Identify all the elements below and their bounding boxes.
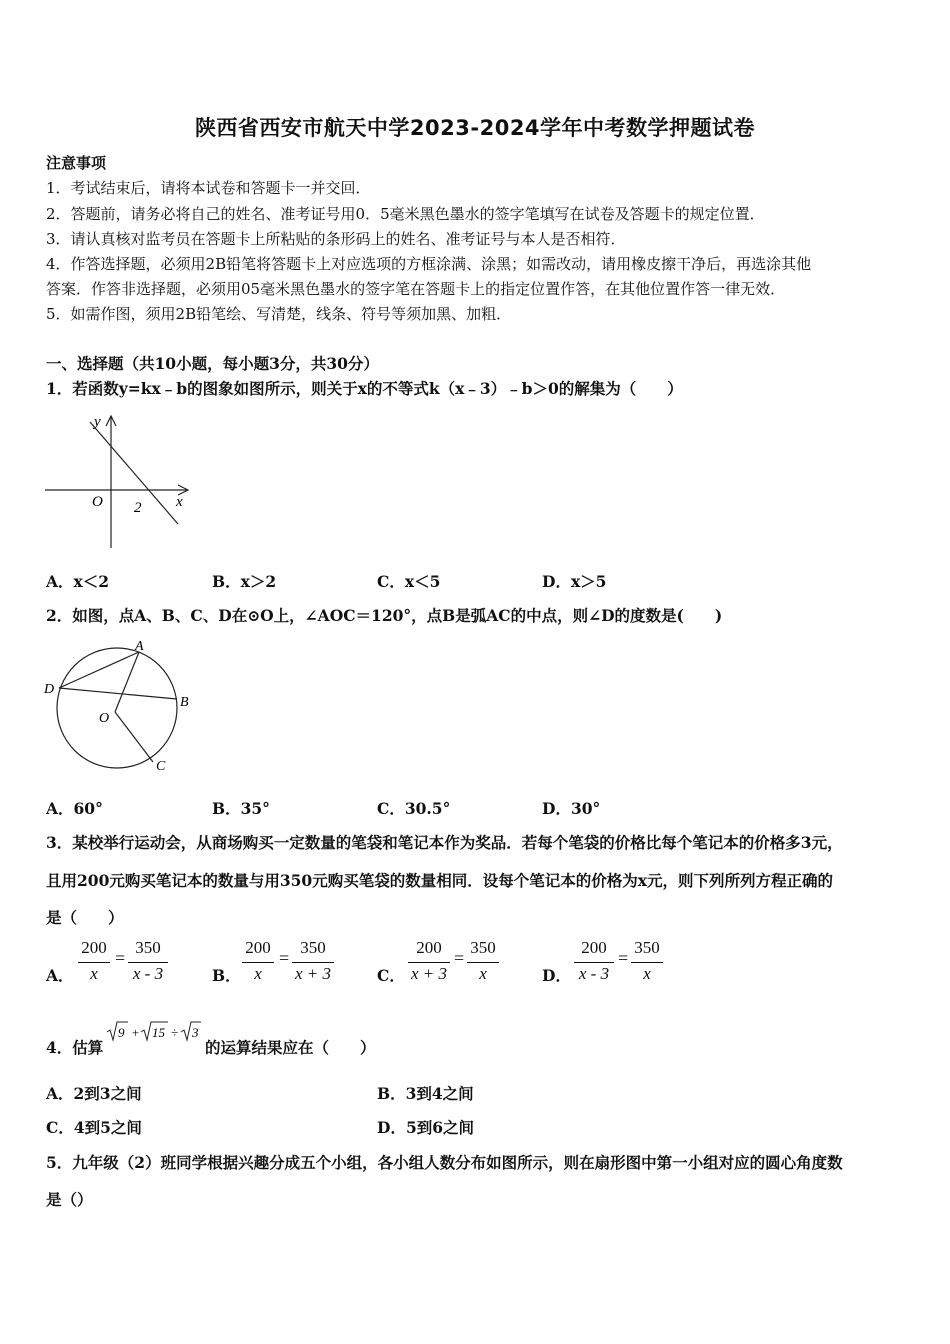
q1-option-d: D．x＞5 (542, 572, 607, 591)
q3-stem-line-3: 是（ ） (46, 908, 124, 927)
fraction-bar (574, 962, 614, 963)
q3-option-c-left-fraction (408, 938, 450, 986)
fraction-denominator: x + 3 (294, 964, 332, 983)
q3-stem-line-1: 3．某校举行运动会，从商场购买一定数量的笔袋和笔记本作为奖品．若每个笔袋的价格比每个笔记本的价格多3元， (46, 833, 843, 852)
fraction-denominator: x (643, 964, 651, 983)
q1-stem: 1．若函数y=kx﹣b的图象如图所示，则关于x的不等式k（x﹣3）﹣b＞0的解集为（ ） (46, 379, 683, 398)
q2-option-a: A．60° (46, 799, 103, 818)
fraction-bar (128, 962, 168, 963)
notice-item-4: 4．作答选择题，必须用2B铅笔将答题卡上对应选项的方框涂满、涂黑；如需改动，请用橡皮擦干净后，再选涂其他 (46, 255, 812, 273)
q2-label-b: B (180, 695, 189, 710)
q3-option-b-label: B． (212, 966, 241, 985)
fraction-numerator: 200 (81, 938, 107, 957)
q1-option-c: C．x＜5 (377, 572, 441, 591)
q3-option-d-right-fraction (631, 938, 663, 986)
q1-option-a: A．x＜2 (46, 572, 110, 591)
fraction-bar (467, 962, 499, 963)
notice-item-5: 5．如需作图，须用2B铅笔绘、写清楚，线条、符号等须加黑、加粗． (46, 305, 512, 323)
q3-option-d-label: D． (542, 966, 571, 985)
q2-label-d: D (44, 682, 55, 697)
q1-label-y: y (94, 414, 101, 430)
notice-item-1: 1．考试结束后，请将本试卷和答题卡一并交回． (46, 179, 371, 197)
q3-option-d-left-fraction (574, 938, 614, 986)
q3-option-a-left-fraction (78, 938, 110, 986)
q1-graph-figure (40, 408, 200, 553)
fraction-numerator: 350 (300, 938, 326, 957)
q3-option-a-equals: = (115, 948, 126, 968)
q4-radicand-2: 15 (152, 1025, 165, 1040)
q4-prefix: 4．估算 (46, 1038, 104, 1057)
fraction-bar (292, 962, 334, 963)
q3-option-c-right-fraction (467, 938, 499, 986)
notice-item-3: 3．请认真核对监考员在答题卡上所粘贴的条形码上的姓名、准考证号与本人是否相符． (46, 230, 626, 248)
q3-option-b-equals: = (279, 948, 290, 968)
q3-option-a-right-fraction (128, 938, 168, 986)
q1-label-origin: O (92, 494, 103, 510)
q2-option-b: B．35° (212, 799, 270, 818)
q3-option-c-equals: = (454, 948, 465, 968)
q3-option-c-label: C． (377, 966, 405, 985)
fraction-bar (408, 962, 450, 963)
q1-label-x: x (176, 494, 183, 510)
q4-suffix: 的运算结果应在（ ） (205, 1038, 376, 1057)
fraction-numerator: 200 (245, 938, 271, 957)
q4-plus: + (131, 1025, 140, 1040)
q4-option-c: C．4到5之间 (46, 1118, 142, 1137)
q4-option-a: A．2到3之间 (46, 1084, 142, 1103)
q2-label-o: O (99, 711, 110, 726)
q3-option-b-left-fraction (242, 938, 274, 986)
q2-label-a: A (135, 639, 144, 654)
q4-radicand-3: 3 (192, 1025, 199, 1040)
q3-option-d-equals: = (618, 948, 629, 968)
q3-option-b-right-fraction (292, 938, 334, 986)
fraction-numerator: 350 (634, 938, 660, 957)
notice-item-2: 2．答题前，请务必将自己的姓名、准考证号用0．5毫米黑色墨水的签字笔填写在试卷及答题卡的规定位置． (46, 205, 765, 223)
fraction-denominator: x (90, 964, 98, 983)
q2-option-c: C．30.5° (377, 799, 451, 818)
q2-circle-figure (40, 636, 200, 781)
q2-chord-db (59, 688, 177, 699)
q4-radicand-1: 9 (118, 1025, 125, 1040)
fraction-denominator: x - 3 (132, 964, 164, 983)
fraction-denominator: x - 3 (578, 964, 610, 983)
fraction-numerator: 350 (470, 938, 496, 957)
q1-option-b: B．x＞2 (212, 572, 277, 591)
notice-item-4-cont: 答案．作答非选择题，必须用05毫米黑色墨水的签字笔在答题卡上的指定位置作答，在其他位置作答一律无效． (46, 280, 786, 298)
q4-option-b: B．3到4之间 (377, 1084, 474, 1103)
q5-stem-line-2: 是（） (46, 1190, 93, 1209)
q4-root-expression (104, 1018, 204, 1044)
fraction-denominator: x + 3 (410, 964, 448, 983)
fraction-bar (78, 962, 110, 963)
section-heading: 一、选择题（共10小题，每小题3分，共30分） (46, 354, 379, 373)
q2-stem: 2．如图，点A、B、C、D在⊙O上，∠AOC＝120°，点B是弧AC的中点，则∠D的度数是( ) (46, 606, 723, 625)
q4-divide: ÷ (171, 1025, 179, 1040)
fraction-denominator: x (479, 964, 487, 983)
q3-option-a-label: A． (46, 966, 74, 985)
q2-radius-oc (115, 712, 153, 762)
page-title: 陕西省西安市航天中学2023-2024学年中考数学押题试卷 (194, 116, 756, 140)
fraction-numerator: 200 (581, 938, 607, 957)
q2-option-d: D．30° (542, 799, 601, 818)
fraction-numerator: 350 (135, 938, 161, 957)
q2-label-c: C (156, 759, 166, 774)
q3-stem-line-2: 且用200元购买笔记本的数量与用350元购买笔袋的数量相同．设每个笔记本的价格为x元，则下列所列方程正确的 (46, 871, 833, 890)
q5-stem-line-1: 5．九年级（2）班同学根据兴趣分成五个小组，各小组人数分布如图所示，则在扇形图中第一小组对应的圆心角度数 (46, 1153, 843, 1172)
fraction-numerator: 200 (416, 938, 442, 957)
fraction-bar (631, 962, 663, 963)
fraction-denominator: x (254, 964, 262, 983)
q1-label-two: 2 (134, 500, 142, 516)
q4-option-d: D．5到6之间 (377, 1118, 475, 1137)
fraction-bar (242, 962, 274, 963)
notice-heading: 注意事项 (46, 154, 107, 172)
